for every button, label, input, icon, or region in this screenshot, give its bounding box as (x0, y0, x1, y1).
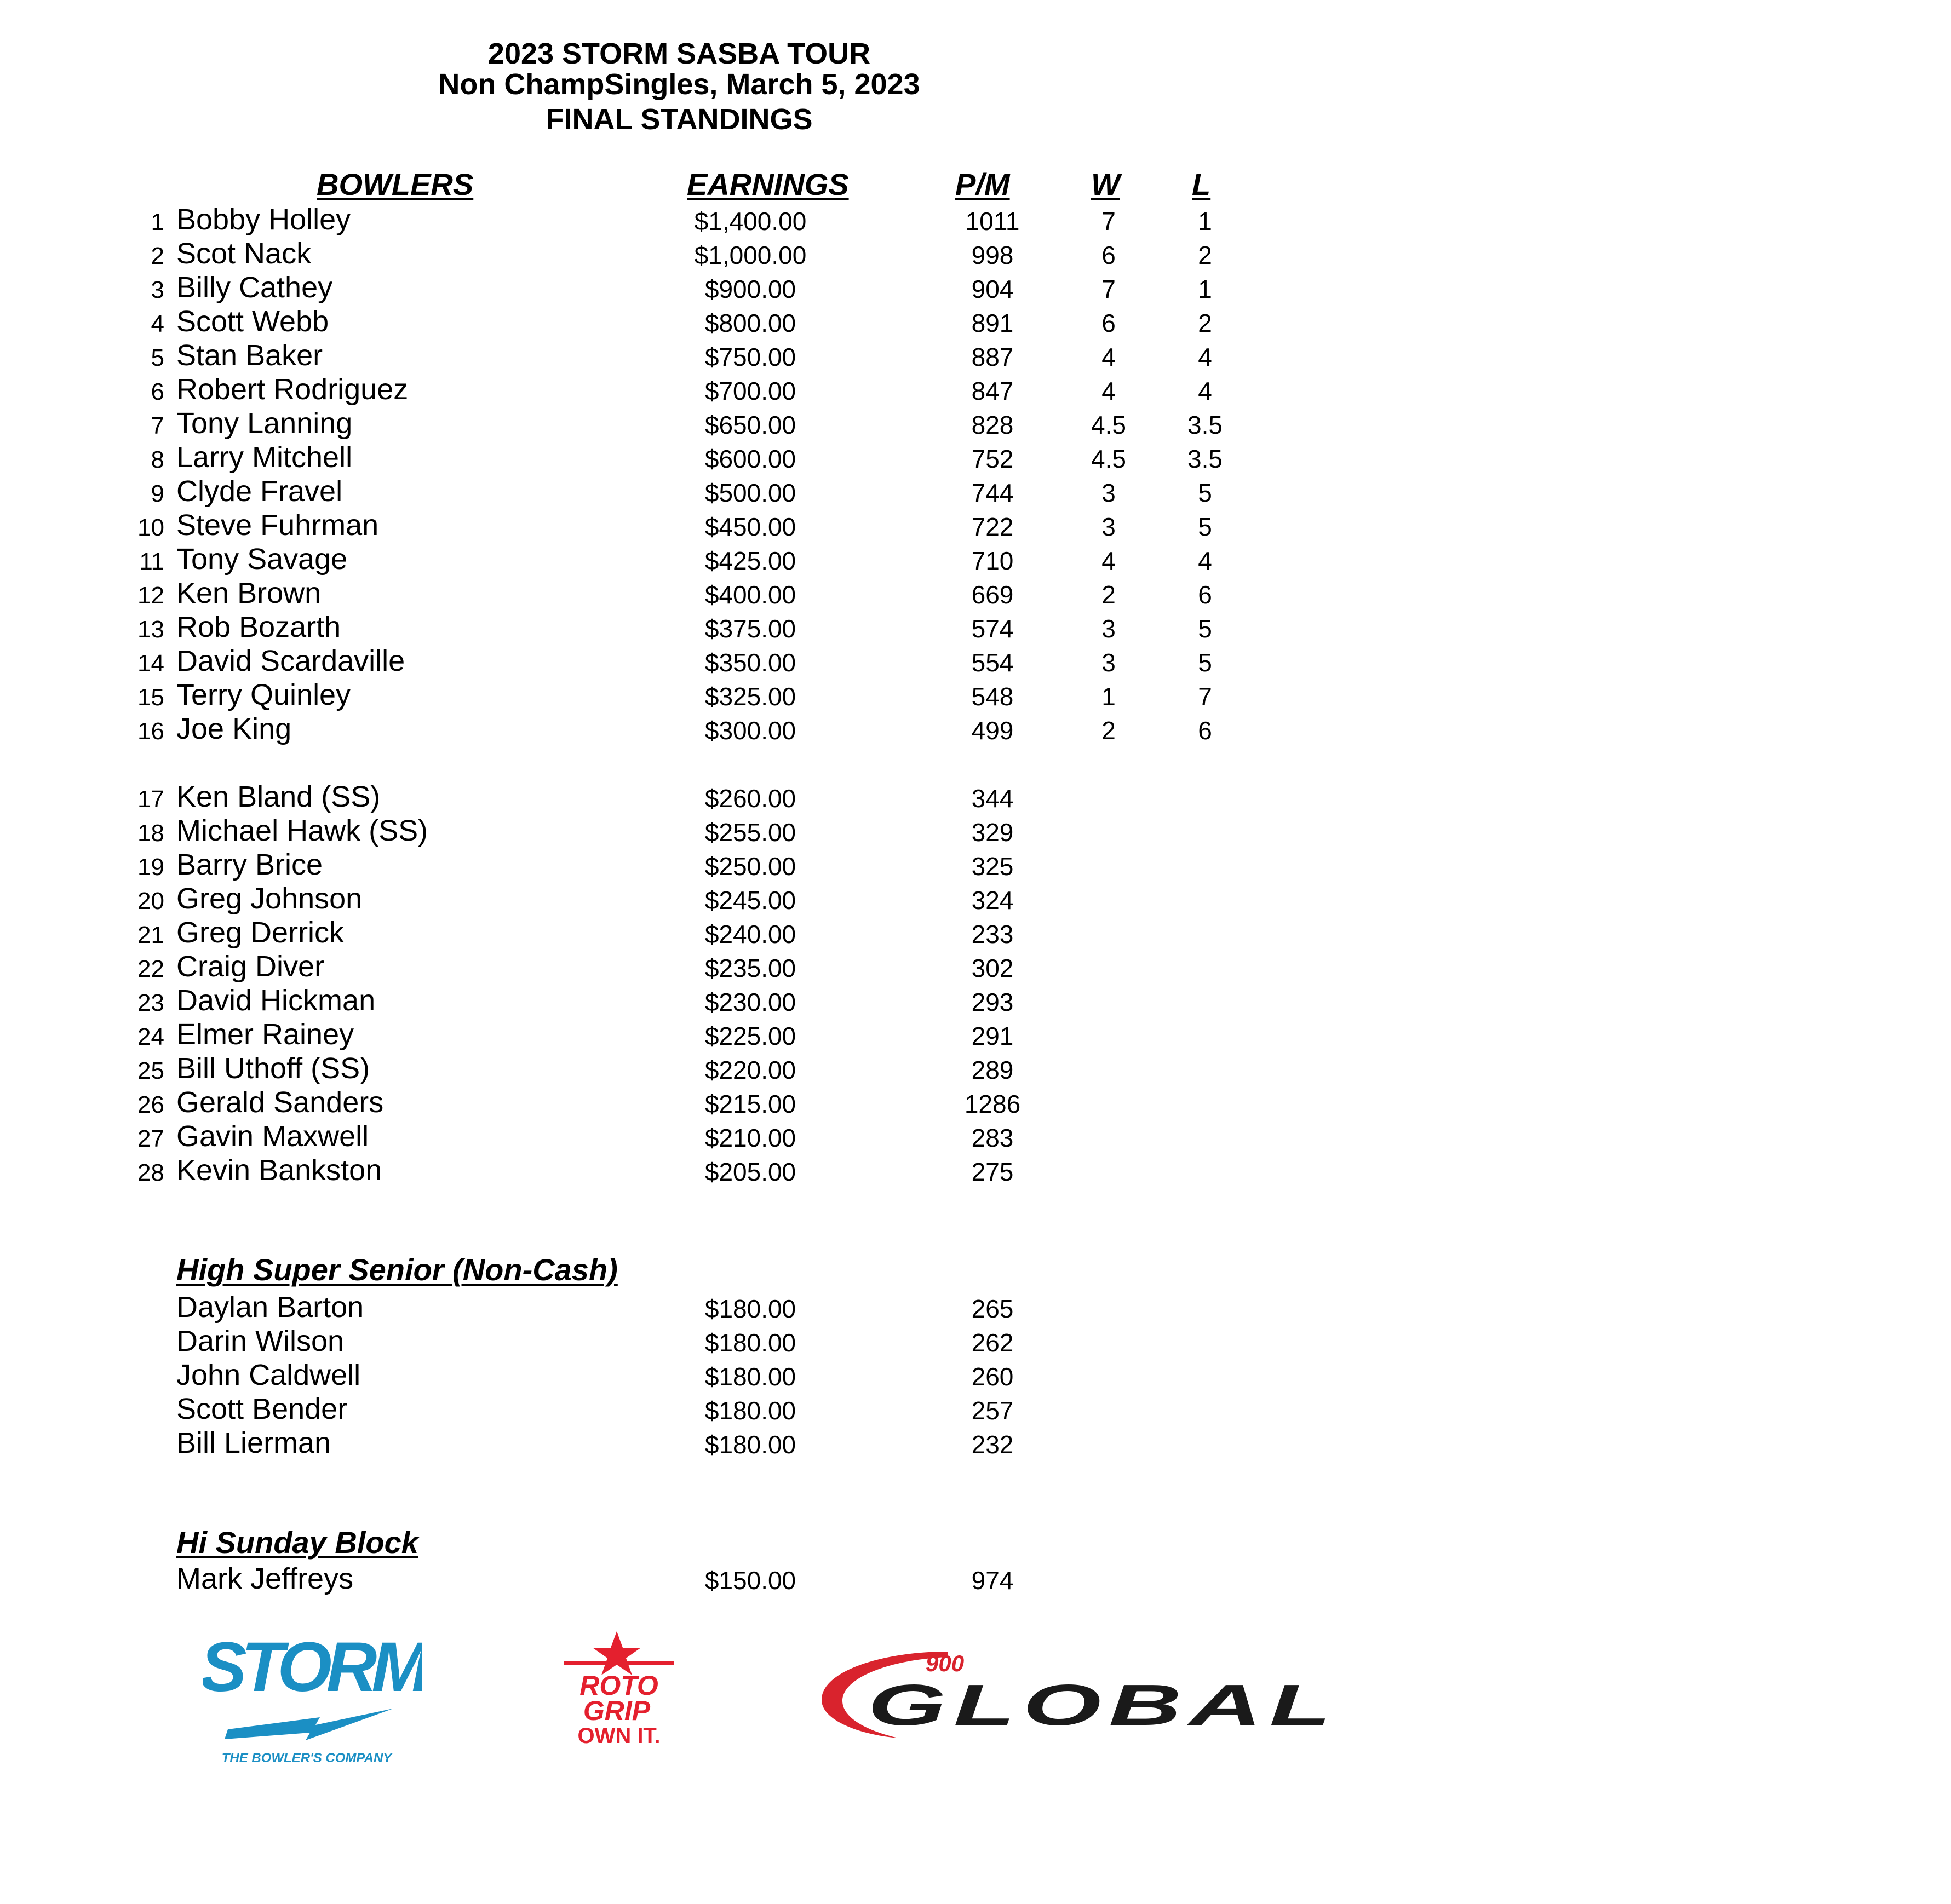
earnings-cell: $1,400.00 (694, 207, 807, 235)
lightning-bolt-icon (225, 1709, 393, 1740)
pm-cell: 275 (971, 1158, 1014, 1186)
table-row (0, 644, 1315, 678)
earnings-cell: $900.00 (704, 275, 796, 303)
pm-cell: 722 (971, 513, 1014, 541)
sunday-block-heading: Hi Sunday Block (176, 1525, 418, 1560)
losses-cell: 4 (1198, 547, 1212, 575)
earnings-cell: $205.00 (704, 1158, 796, 1186)
pm-cell: 887 (971, 343, 1014, 371)
bowler-name: Greg Johnson (176, 882, 363, 915)
storm-logo (203, 1626, 422, 1769)
rank-cell: 18 (137, 820, 164, 847)
earnings-cell: $180.00 (704, 1430, 796, 1459)
bowler-name: Ken Bland (SS) (176, 780, 381, 813)
rank-cell: 1 (151, 209, 164, 235)
wins-cell: 3 (1101, 513, 1116, 541)
pm-cell: 260 (971, 1362, 1014, 1391)
wins-cell: 6 (1101, 309, 1116, 337)
table-row (0, 950, 1315, 983)
losses-cell: 2 (1198, 241, 1212, 269)
earnings-cell: $1,000.00 (694, 241, 807, 269)
rank-cell: 9 (151, 480, 164, 507)
bowler-name: Joe King (176, 712, 292, 745)
earnings-cell: $300.00 (704, 716, 796, 745)
rank-cell: 17 (137, 786, 164, 813)
table-row (0, 1119, 1315, 1153)
bowler-name: Barry Brice (176, 848, 323, 881)
bowler-name: Clyde Fravel (176, 475, 343, 508)
earnings-cell: $450.00 (704, 513, 796, 541)
rank-cell: 24 (137, 1023, 164, 1050)
losses-cell: 4 (1198, 377, 1212, 405)
losses-cell: 3.5 (1187, 445, 1223, 473)
wins-cell: 4.5 (1091, 445, 1126, 473)
losses-cell: 5 (1198, 479, 1212, 507)
table-row (0, 1085, 1315, 1119)
pm-cell: 974 (971, 1566, 1014, 1595)
pm-cell: 329 (971, 818, 1014, 847)
star-icon (593, 1631, 641, 1675)
losses-cell: 1 (1198, 275, 1212, 303)
bowler-name: Scott Bender (176, 1393, 348, 1425)
rank-cell: 27 (137, 1125, 164, 1152)
earnings-cell: $400.00 (704, 580, 796, 609)
pm-cell: 262 (971, 1328, 1014, 1357)
table-row (0, 1358, 1315, 1392)
bowler-name: Stan Baker (176, 339, 323, 372)
wins-cell: 4.5 (1091, 411, 1126, 439)
bowler-name: Bill Uthoff (SS) (176, 1052, 370, 1085)
bowler-name: Larry Mitchell (176, 441, 353, 474)
pm-cell: 344 (971, 784, 1014, 813)
rank-cell: 2 (151, 243, 164, 269)
pm-cell: 828 (971, 411, 1014, 439)
wins-cell: 7 (1101, 275, 1116, 303)
table-row (0, 440, 1315, 474)
losses-cell: 5 (1198, 513, 1212, 541)
column-header-pm: P/M (955, 167, 1010, 202)
rotogrip-logo (509, 1629, 739, 1755)
tour-title: 2023 STORM SASBA TOUR (487, 37, 871, 70)
bowler-name: Tony Lanning (176, 407, 353, 440)
rank-cell: 15 (137, 684, 164, 711)
losses-cell: 3.5 (1187, 411, 1223, 439)
bowler-name: Scott Webb (176, 305, 329, 338)
pm-cell: 289 (971, 1056, 1014, 1084)
rank-cell: 10 (137, 514, 164, 541)
earnings-cell: $180.00 (704, 1396, 796, 1425)
table-row (0, 271, 1315, 304)
bowler-name: John Caldwell (176, 1359, 361, 1391)
rank-cell: 12 (137, 582, 164, 609)
table-row (0, 1051, 1315, 1085)
wins-cell: 3 (1101, 479, 1116, 507)
column-header-l: L (1192, 167, 1211, 202)
bowler-name: Steve Fuhrman (176, 509, 379, 542)
earnings-cell: $650.00 (704, 411, 796, 439)
earnings-cell: $240.00 (704, 920, 796, 948)
table-row (0, 882, 1315, 916)
pm-cell: 325 (971, 852, 1014, 881)
losses-cell: 1 (1198, 207, 1212, 235)
bowler-name: David Hickman (176, 984, 376, 1017)
table-row (0, 848, 1315, 882)
earnings-cell: $260.00 (704, 784, 796, 813)
earnings-cell: $750.00 (704, 343, 796, 371)
wins-cell: 7 (1101, 207, 1116, 235)
event-title: Non ChampSingles, March 5, 2023 (438, 68, 920, 101)
losses-cell: 6 (1198, 580, 1212, 609)
pm-cell: 1011 (965, 207, 1020, 235)
table-row (0, 203, 1315, 237)
storm-logo-graphic (203, 1626, 422, 1769)
bowler-name: Craig Diver (176, 950, 325, 983)
earnings-cell: $235.00 (704, 954, 796, 982)
pm-cell: 847 (971, 377, 1014, 405)
table-row (0, 780, 1315, 814)
table-row (0, 406, 1315, 440)
earnings-cell: $215.00 (704, 1090, 796, 1118)
rank-cell: 4 (151, 310, 164, 337)
table-row (0, 576, 1315, 610)
pm-cell: 574 (971, 614, 1014, 643)
pm-cell: 257 (971, 1396, 1014, 1425)
bowler-name: Gavin Maxwell (176, 1120, 369, 1153)
earnings-cell: $250.00 (704, 852, 796, 881)
earnings-cell: $600.00 (704, 445, 796, 473)
earnings-cell: $255.00 (704, 818, 796, 847)
pm-cell: 998 (971, 241, 1014, 269)
pm-cell: 233 (971, 920, 1014, 948)
earnings-cell: $500.00 (704, 479, 796, 507)
table-row (0, 372, 1315, 406)
table-row (0, 338, 1315, 372)
pm-cell: 752 (971, 445, 1014, 473)
bowler-name: Robert Rodriguez (176, 373, 409, 406)
earnings-cell: $225.00 (704, 1022, 796, 1050)
pm-cell: 283 (971, 1124, 1014, 1152)
table-row (0, 712, 1315, 746)
rank-cell: 6 (151, 378, 164, 405)
rank-cell: 21 (137, 922, 164, 948)
table-row (0, 1562, 1315, 1596)
pm-cell: 548 (971, 682, 1014, 711)
losses-cell: 5 (1198, 648, 1212, 677)
global-logo-graphic (816, 1643, 1353, 1752)
super-senior-heading: High Super Senior (Non-Cash) (176, 1252, 618, 1287)
table-row (0, 1324, 1315, 1358)
rotogrip-line1: ROTO (579, 1670, 658, 1701)
earnings-cell: $350.00 (704, 648, 796, 677)
losses-cell: 2 (1198, 309, 1212, 337)
bowler-name: Kevin Bankston (176, 1154, 382, 1187)
bowler-name: Michael Hawk (SS) (176, 814, 428, 847)
earnings-cell: $700.00 (704, 377, 796, 405)
bowler-name: Elmer Rainey (176, 1018, 354, 1051)
bowler-name: Terry Quinley (176, 678, 351, 711)
table-row (0, 1017, 1315, 1051)
standings-title: FINAL STANDINGS (546, 103, 813, 136)
pm-cell: 232 (971, 1430, 1014, 1459)
table-row (0, 1153, 1315, 1187)
table-row (0, 916, 1315, 950)
pm-cell: 710 (971, 547, 1014, 575)
rank-cell: 22 (137, 956, 164, 982)
storm-logo-word: STORM (203, 1628, 422, 1706)
rotogrip-tagline: OWN IT. (577, 1724, 661, 1748)
rank-cell: 8 (151, 446, 164, 473)
pm-cell: 499 (971, 716, 1014, 745)
global-word: GLOBAL (868, 1673, 1339, 1738)
wins-cell: 4 (1101, 547, 1116, 575)
pm-cell: 293 (971, 988, 1014, 1016)
pm-cell: 904 (971, 275, 1014, 303)
table-row (0, 1392, 1315, 1426)
rank-cell: 28 (137, 1159, 164, 1186)
rank-cell: 11 (139, 548, 164, 575)
global-logo (816, 1643, 1353, 1752)
bowler-name: Rob Bozarth (176, 611, 341, 643)
earnings-cell: $325.00 (704, 682, 796, 711)
bowler-name: David Scardaville (176, 645, 405, 677)
rank-cell: 16 (137, 718, 164, 745)
bowler-name: Scot Nack (176, 237, 312, 270)
losses-cell: 5 (1198, 614, 1212, 643)
pm-cell: 324 (971, 886, 1014, 914)
earnings-cell: $230.00 (704, 988, 796, 1016)
column-header-w: W (1091, 167, 1120, 202)
rank-cell: 23 (137, 990, 164, 1016)
rank-cell: 20 (137, 888, 164, 914)
rank-cell: 14 (137, 650, 164, 677)
rotogrip-logo-graphic (509, 1629, 739, 1755)
table-row (0, 1290, 1315, 1324)
wins-cell: 2 (1101, 716, 1116, 745)
wins-cell: 2 (1101, 580, 1116, 609)
rotogrip-line2: GRIP (583, 1695, 651, 1726)
rank-cell: 26 (137, 1091, 164, 1118)
table-row (0, 678, 1315, 712)
global-number: 900 (926, 1650, 965, 1676)
pm-cell: 891 (971, 309, 1014, 337)
pm-cell: 302 (971, 954, 1014, 982)
bowler-name: Billy Cathey (176, 271, 333, 304)
earnings-cell: $180.00 (704, 1328, 796, 1357)
table-row (0, 542, 1315, 576)
earnings-cell: $180.00 (704, 1295, 796, 1323)
earnings-cell: $800.00 (704, 309, 796, 337)
wins-cell: 4 (1101, 377, 1116, 405)
bowler-name: Greg Derrick (176, 916, 345, 949)
wins-cell: 6 (1101, 241, 1116, 269)
earnings-cell: $220.00 (704, 1056, 796, 1084)
storm-logo-tagline: THE BOWLER'S COMPANY (221, 1751, 392, 1765)
pm-cell: 744 (971, 479, 1014, 507)
pm-cell: 291 (971, 1022, 1014, 1050)
table-row (0, 983, 1315, 1017)
earnings-cell: $375.00 (704, 614, 796, 643)
wins-cell: 3 (1101, 614, 1116, 643)
losses-cell: 7 (1198, 682, 1212, 711)
rank-cell: 25 (137, 1057, 164, 1084)
bowler-name: Ken Brown (176, 577, 322, 609)
losses-cell: 6 (1198, 716, 1212, 745)
bowler-name: Bill Lierman (176, 1426, 331, 1459)
bowler-name: Gerald Sanders (176, 1086, 384, 1119)
bowler-name: Daylan Barton (176, 1291, 364, 1324)
column-header-earnings: EARNINGS (687, 167, 849, 202)
bowler-name: Tony Savage (176, 543, 348, 576)
rank-cell: 7 (151, 412, 164, 439)
pm-cell: 554 (971, 648, 1014, 677)
pm-cell: 669 (971, 580, 1014, 609)
pm-cell: 1286 (964, 1090, 1021, 1118)
rank-cell: 19 (137, 854, 164, 881)
pm-cell: 265 (971, 1295, 1014, 1323)
table-row (0, 610, 1315, 644)
rank-cell: 3 (151, 277, 164, 303)
bowler-name: Bobby Holley (176, 203, 351, 236)
table-row (0, 1426, 1315, 1460)
column-header-bowlers: BOWLERS (317, 167, 474, 202)
table-row (0, 474, 1315, 508)
earnings-cell: $180.00 (704, 1362, 796, 1391)
earnings-cell: $210.00 (704, 1124, 796, 1152)
table-row (0, 304, 1315, 338)
wins-cell: 3 (1101, 648, 1116, 677)
earnings-cell: $150.00 (704, 1566, 796, 1595)
table-row (0, 814, 1315, 848)
table-row (0, 508, 1315, 542)
bowler-name: Darin Wilson (176, 1325, 345, 1357)
table-row (0, 237, 1315, 271)
bowler-name: Mark Jeffreys (176, 1562, 354, 1595)
rank-cell: 5 (151, 344, 164, 371)
losses-cell: 4 (1198, 343, 1212, 371)
earnings-cell: $425.00 (704, 547, 796, 575)
earnings-cell: $245.00 (704, 886, 796, 914)
rank-cell: 13 (137, 616, 164, 643)
wins-cell: 4 (1101, 343, 1116, 371)
wins-cell: 1 (1101, 682, 1116, 711)
